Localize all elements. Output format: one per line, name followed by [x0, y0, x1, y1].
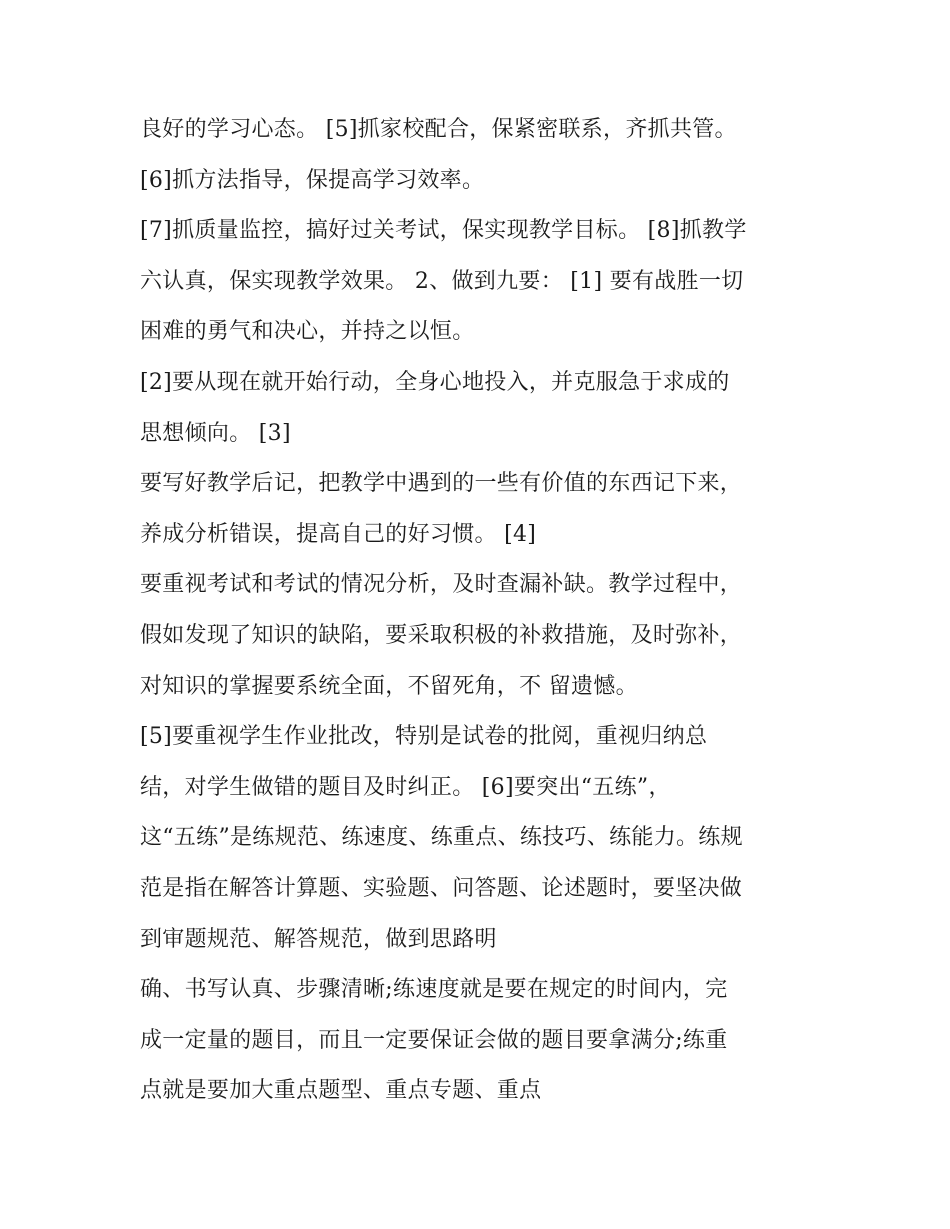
text-line-14: 结，对学生做错的题目及时纠正。 [6]要突出“五练”，: [140, 774, 671, 800]
text-line-16: 范是指在解答计算题、实验题、问答题、论述题时，要坚决做: [140, 875, 743, 901]
text-line-7: 思想倾向。 [3]: [140, 420, 291, 446]
text-line-20: 点就是要加大重点题型、重点专题、重点: [140, 1078, 542, 1104]
text-line-2: [6]抓方法指导，保提高学习效率。: [140, 167, 485, 193]
text-line-6: [2]要从现在就开始行动，全身心地投入，并克服急于求成的: [140, 369, 730, 395]
text-line-8: 要写好教学后记，把教学中遇到的一些有价值的东西记下来，: [140, 471, 743, 497]
text-line-1: 良好的学习心态。 [5]抓家校配合，保紧密联系，齐抓共管。: [140, 117, 737, 142]
text-line-11: 假如发现了知识的缺陷，要采取积极的补救措施，及时弥补，: [140, 622, 743, 648]
text-line-4: 六认真，保实现教学效果。 2、做到九要： [1] 要有战胜一切: [140, 268, 744, 294]
text-line-13: [5]要重视学生作业批改，特别是试卷的批阅，重视归纳总: [140, 724, 708, 750]
text-body: [140, 108, 840, 1120]
text-line-3: [7]抓质量监控，搞好过关考试，保实现教学目标。 [8]抓教学: [140, 218, 747, 244]
text-line-17: 到审题规范、解答规范，做到思路明: [140, 926, 497, 952]
text-line-19: 成一定量的题目，而且一定要保证会做的题目要拿满分;练重: [140, 1027, 728, 1053]
text-line-12: 对知识的掌握要系统全面，不留死角，不 留遗憾。: [140, 673, 638, 699]
text-line-5: 困难的勇气和决心，并持之以恒。: [140, 319, 475, 345]
text-line-15: 这“五练”是练规范、练速度、练重点、练技巧、练能力。练规: [140, 825, 743, 851]
text-line-10: 要重视考试和考试的情况分析，及时查漏补缺。教学过程中，: [140, 572, 743, 598]
text-line-18: 确、书写认真、步骤清晰;练速度就是要在规定的时间内，完: [140, 977, 728, 1003]
text-line-9: 养成分析错误，提高自己的好习惯。 [4]: [140, 521, 537, 547]
